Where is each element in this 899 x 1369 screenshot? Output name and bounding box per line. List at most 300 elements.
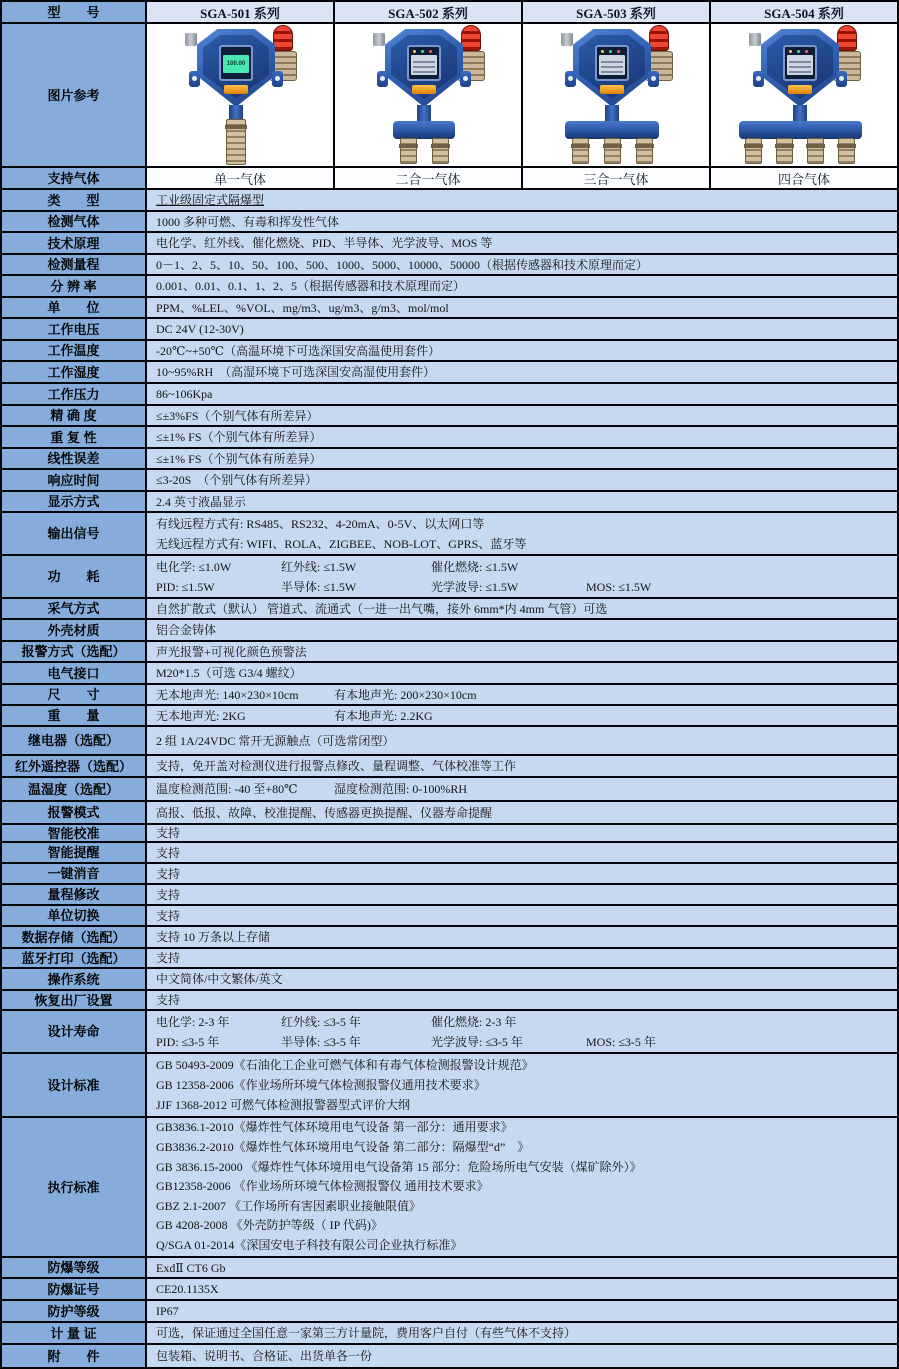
row-label: 单位切换	[2, 906, 147, 925]
value-segment: 有线远程方式有: RS485、RS232、4-20mA、0-5V、以太网口等	[156, 516, 485, 531]
spec-row	[2, 341, 897, 362]
spec-row	[2, 276, 897, 298]
pipe-fitting-icon	[561, 33, 573, 46]
value-segment: ExdⅡ CT6 Gb	[156, 1260, 226, 1275]
sensor-probe-icon	[604, 138, 621, 164]
row-label: 单 位	[2, 298, 147, 317]
row-label: 防爆证号	[2, 1279, 147, 1299]
row-value	[147, 802, 897, 823]
row-label: 计 量 证	[2, 1323, 147, 1343]
control-buttons	[412, 85, 436, 94]
value-segment: 有本地声光: 2.2KG	[334, 708, 433, 723]
sensor-probe-icon	[432, 138, 449, 164]
value-line	[156, 731, 888, 751]
value-line	[156, 534, 888, 554]
value-line	[156, 1012, 888, 1032]
value-line	[156, 1258, 888, 1277]
row-value	[147, 642, 897, 661]
value-line	[156, 1216, 888, 1236]
row-value	[147, 406, 897, 425]
row-value	[147, 1054, 897, 1116]
row-label: 量程修改	[2, 885, 147, 904]
row-value	[147, 1011, 897, 1052]
spec-row	[2, 233, 897, 255]
value-line	[156, 470, 888, 490]
value-segment: 支持	[156, 845, 181, 860]
row-label: 精 确 度	[2, 406, 147, 425]
screen-led-icon	[805, 50, 808, 53]
spec-row	[2, 663, 897, 685]
value-line	[156, 1197, 888, 1217]
spec-row	[2, 706, 897, 727]
spec-row	[2, 1118, 897, 1258]
value-segment: 1000 多种可燃、有毒和挥发性气体	[156, 214, 340, 229]
row-value	[147, 1301, 897, 1321]
value-segment: 2 组 1A/24VDC 常开无源触点（可选常闭型）	[156, 733, 395, 748]
row-value	[147, 685, 897, 704]
value-segment: 催化燃烧: ≤1.5W	[431, 559, 519, 574]
row-label: 智能校准	[2, 825, 147, 841]
value-segment: 无线远程方式有: WIFI、ROLA、ZIGBEE、NOB-LOT、GPRS、蓝牙等	[156, 536, 527, 551]
value-segment: Q/SGA 01-2014《深国安电子科技有限公司企业执行标准》	[156, 1237, 463, 1252]
value-line	[156, 620, 888, 640]
manifold	[565, 121, 659, 139]
supported-gas: 单一气体	[147, 168, 335, 188]
value-segment: 无本地声光: 140×230×10cm	[156, 687, 299, 702]
table-header-row	[2, 2, 897, 24]
value-segment: 铝合金铸体	[156, 623, 217, 637]
row-label: 数据存储（选配）	[2, 927, 147, 947]
row-value	[147, 778, 897, 800]
row-value	[147, 991, 897, 1009]
alarm-beacon-icon	[837, 25, 857, 51]
mounting-hole-icon	[192, 76, 197, 81]
value-segment: 支持	[156, 951, 181, 965]
value-segment: 包装箱、说明书、合格证、出货单各一份	[156, 1349, 373, 1363]
value-segment: PPM、%LEL、%VOL、mg/m3、ug/m3、g/m3、mol/mol	[156, 300, 449, 315]
value-segment: ≤±1% FS（个别气体有所差异）	[156, 430, 322, 444]
value-segment: 红外线: ≤3-5 年	[281, 1014, 361, 1029]
value-segment: MOS: ≤1.5W	[586, 579, 652, 594]
value-segment: MOS: ≤3-5 年	[586, 1034, 656, 1049]
value-line	[156, 1118, 888, 1138]
spec-row	[2, 298, 897, 319]
row-value	[147, 825, 897, 841]
row-value	[147, 255, 897, 274]
row-label: 恢复出厂设置	[2, 991, 147, 1009]
value-segment: GB3836.1-2010《爆炸性气体环境用电气设备 第一部分：通用要求》	[156, 1120, 513, 1135]
row-label: 外壳材质	[2, 620, 147, 640]
row-value	[147, 449, 897, 468]
probe-collar	[431, 144, 450, 148]
row-label: 线性误差	[2, 449, 147, 468]
value-segment: 支持	[156, 866, 181, 881]
spec-row	[2, 1011, 897, 1054]
value-line	[156, 779, 888, 799]
spec-row	[2, 1054, 897, 1118]
probe-collar	[603, 144, 622, 148]
spec-row	[2, 470, 897, 492]
mounting-hole-icon	[651, 76, 656, 81]
row-label: 采气方式	[2, 599, 147, 618]
row-value	[147, 885, 897, 904]
row-value	[147, 319, 897, 339]
sensor-probe-icon	[838, 138, 855, 164]
row-label: 红外遥控器（选配）	[2, 756, 147, 776]
row-value	[147, 384, 897, 404]
spec-row	[2, 969, 897, 991]
value-segment: JJF 1368-2012 可燃气体检测报警器型式评价大纲	[156, 1098, 411, 1113]
value-segment: ≤±3%FS（个别气体有所差异）	[156, 408, 319, 423]
row-value	[147, 513, 897, 554]
sensor-probe-icon	[400, 138, 417, 164]
alarm-beacon-icon	[273, 25, 293, 51]
image-row	[2, 24, 897, 168]
row-value	[147, 1258, 897, 1277]
spec-row	[2, 685, 897, 706]
pipe-fitting-icon	[749, 33, 761, 46]
device-image	[719, 25, 889, 165]
row-label: 操作系统	[2, 969, 147, 989]
value-segment: GB12358-2006 《作业场所环境气体检测报警仪 通用技术要求》	[156, 1179, 489, 1194]
row-label: 功 耗	[2, 556, 147, 597]
supported-gas: 四合气体	[711, 168, 897, 188]
row-value	[147, 843, 897, 862]
supported-gas: 三合一气体	[523, 168, 711, 188]
value-segment: 支持	[156, 826, 181, 840]
screen-bar	[601, 71, 623, 73]
sensor-probe-icon	[776, 138, 793, 164]
value-line	[156, 706, 888, 725]
value-line	[156, 341, 888, 360]
spec-row	[2, 212, 897, 233]
screen-bar	[413, 61, 435, 63]
value-line	[156, 577, 888, 597]
value-segment: 2.4 英寸液晶显示	[156, 494, 247, 509]
value-line	[156, 825, 888, 841]
value-segment: 工业级固定式隔爆型	[156, 193, 265, 207]
row-label: 温湿度（选配）	[2, 778, 147, 800]
spec-row	[2, 556, 897, 599]
row-label: 电气接口	[2, 663, 147, 683]
value-segment: 高报、低报、故障、校准提醒、传感器更换提醒、仪器寿命提醒	[156, 805, 493, 820]
value-line	[156, 384, 888, 404]
mounting-hole-icon	[275, 76, 280, 81]
probe-collar	[775, 144, 794, 148]
row-label: 分 辨 率	[2, 276, 147, 296]
spec-row	[2, 885, 897, 906]
row-value	[147, 362, 897, 382]
value-segment: 支持	[156, 993, 181, 1007]
model-header: SGA-503 系列	[523, 2, 711, 22]
value-segment: 可选，保证通过全国任意一家第三方计量院，费用客户自付（有些气体不支持）	[156, 1326, 577, 1340]
row-label: 报警模式	[2, 802, 147, 823]
sensor-probe-icon	[745, 138, 762, 164]
row-label: 智能提醒	[2, 843, 147, 862]
value-segment: 声光报警+可视化颜色预警法	[156, 644, 307, 659]
probe-collar	[635, 144, 654, 148]
row-label: 继电器（选配）	[2, 727, 147, 754]
screen-led-icon	[421, 50, 424, 53]
value-segment: IP67	[156, 1304, 179, 1318]
value-line	[156, 1075, 888, 1095]
value-segment: 自然扩散式（默认） 管道式、流通式（一进一出气嘴，接外 6mm*内 4mm 气管）可选	[156, 601, 608, 616]
screen-led-icon	[617, 50, 620, 53]
value-segment: 湿度检测范围: 0-100%RH	[334, 782, 467, 796]
control-buttons	[224, 85, 248, 94]
alarm-beacon-icon	[649, 25, 669, 51]
probe-collar	[225, 125, 247, 129]
spec-row	[2, 1279, 897, 1301]
value-segment: 红外线: ≤1.5W	[281, 559, 357, 574]
row-label: 检测量程	[2, 255, 147, 274]
value-segment: -20℃~+50℃（高温环境下可选深国安高温使用套件）	[156, 343, 441, 358]
row-label: 蓝牙打印（选配）	[2, 949, 147, 967]
product-image-cell	[335, 24, 523, 166]
row-label: 设计寿命	[2, 1011, 147, 1052]
row-label: 支持气体	[2, 168, 147, 188]
value-segment: 温度检测范围: -40 至+80℃	[156, 782, 298, 796]
row-label: 响应时间	[2, 470, 147, 490]
value-segment: 电化学、红外线、催化燃烧、PID、半导体、光学波导、MOS 等	[156, 236, 493, 250]
screen-bar	[601, 66, 623, 68]
product-image-cell	[147, 24, 335, 166]
mounting-hole-icon	[839, 76, 844, 81]
value-segment: CE20.1135X	[156, 1282, 219, 1296]
row-value	[147, 1279, 897, 1299]
manifold	[739, 121, 862, 139]
value-segment: 支持	[156, 908, 181, 923]
row-label: 报警方式（选配）	[2, 642, 147, 661]
row-label: 类 型	[2, 190, 147, 210]
row-label: 工作压力	[2, 384, 147, 404]
device-image	[343, 25, 513, 165]
spec-row	[2, 513, 897, 556]
row-label: 执行标准	[2, 1118, 147, 1256]
value-line	[156, 885, 888, 904]
spec-row	[2, 1323, 897, 1345]
value-segment: GB 4208-2008 《外壳防护等级（ IP 代码)》	[156, 1218, 383, 1233]
value-line	[156, 449, 888, 468]
value-line	[156, 803, 888, 823]
value-line	[156, 1158, 888, 1178]
value-line	[156, 190, 888, 210]
sensor-probe-icon	[807, 138, 824, 164]
model-header: SGA-502 系列	[335, 2, 523, 22]
value-segment: 支持，免开盖对检测仪进行报警点修改、量程调整、气体校准等工作	[156, 759, 517, 773]
spec-row	[2, 406, 897, 427]
spec-row	[2, 927, 897, 949]
supported-gas: 二合一气体	[335, 168, 523, 188]
value-line	[156, 969, 888, 989]
mounting-hole-icon	[756, 76, 761, 81]
row-label: 输出信号	[2, 513, 147, 554]
value-segment: PID: ≤1.5W	[156, 579, 215, 594]
value-line	[156, 1323, 888, 1343]
row-value	[147, 298, 897, 317]
row-label: 工作电压	[2, 319, 147, 339]
value-line	[156, 1236, 888, 1256]
device-image	[155, 25, 325, 165]
value-line	[156, 255, 888, 274]
screen-bar	[601, 61, 623, 63]
row-label: 尺 寸	[2, 685, 147, 704]
value-line	[156, 927, 888, 947]
control-buttons	[600, 85, 624, 94]
value-segment: 半导体: ≤3-5 年	[281, 1034, 361, 1049]
value-segment: 光学波导: ≤3-5 年	[431, 1034, 523, 1049]
value-line	[156, 557, 888, 577]
value-line	[156, 319, 888, 339]
spec-row	[2, 599, 897, 620]
screen-bar	[789, 61, 811, 63]
spec-row	[2, 362, 897, 384]
row-value	[147, 233, 897, 253]
value-segment: DC 24V (12-30V)	[156, 322, 244, 336]
mounting-hole-icon	[568, 76, 573, 81]
value-segment: 10~95%RH （高湿环境下可选深国安高湿使用套件）	[156, 365, 436, 379]
screen-led-icon	[429, 50, 432, 53]
row-label: 附 件	[2, 1345, 147, 1367]
mounting-hole-icon	[380, 76, 385, 81]
product-image-cell	[711, 24, 897, 166]
value-segment: GB3836.2-2010《爆炸性气体环境用电气设备 第二部分：隔爆型“d” 》	[156, 1140, 530, 1155]
value-segment: GB 12358-2006《作业场所环境气体检测报警仪通用技术要求》	[156, 1077, 486, 1092]
value-segment: 光学波导: ≤1.5W	[431, 579, 519, 594]
value-segment: 支持 10 万条以上存储	[156, 930, 271, 944]
row-label: 一键消音	[2, 864, 147, 883]
value-line	[156, 1032, 888, 1052]
row-value	[147, 864, 897, 883]
value-line	[156, 906, 888, 925]
value-line	[156, 1095, 888, 1115]
value-segment: 有本地声光: 200×230×10cm	[334, 687, 477, 702]
value-line	[156, 756, 888, 776]
value-line	[156, 233, 888, 253]
value-line	[156, 685, 888, 704]
spec-row	[2, 449, 897, 470]
row-value	[147, 470, 897, 490]
screen-reading: 100.00	[223, 55, 249, 73]
value-line	[156, 362, 888, 382]
row-value	[147, 276, 897, 296]
spec-row	[2, 642, 897, 663]
alarm-beacon-icon	[461, 25, 481, 51]
value-line	[156, 514, 888, 534]
manifold	[393, 121, 455, 139]
probe-collar	[399, 144, 418, 148]
value-segment: M20*1.5（可选 G3/4 螺纹）	[156, 666, 302, 680]
row-value	[147, 492, 897, 511]
value-line	[156, 1177, 888, 1197]
spec-row	[2, 1258, 897, 1279]
value-line	[156, 298, 888, 317]
spec-row	[2, 1345, 897, 1367]
row-value	[147, 906, 897, 925]
product-image-cell	[523, 24, 711, 166]
screen-bar	[413, 71, 435, 73]
spec-row	[2, 492, 897, 513]
row-value	[147, 599, 897, 618]
device-stem	[229, 105, 243, 119]
row-value	[147, 663, 897, 683]
value-segment: 支持	[156, 887, 181, 902]
sensor-probe-icon	[572, 138, 589, 164]
probe-collar	[744, 144, 763, 148]
value-segment: GBZ 2.1-2007 《工作场所有害因素职业接触限值》	[156, 1198, 421, 1213]
model-header: SGA-504 系列	[711, 2, 897, 22]
value-segment: ≤±1% FS（个别气体有所差异）	[156, 451, 322, 466]
spec-row	[2, 825, 897, 843]
value-segment: GB 3836.15-2000 《爆炸性气体环境用电气设备第 15 部分：危险场所电气安装（煤矿除外）》	[156, 1159, 642, 1174]
spec-row	[2, 778, 897, 802]
value-line	[156, 864, 888, 883]
row-label: 重 量	[2, 706, 147, 725]
screen-bar	[789, 66, 811, 68]
screen-led-icon	[797, 50, 800, 53]
spec-row	[2, 255, 897, 276]
row-value	[147, 927, 897, 947]
row-value	[147, 727, 897, 754]
spec-row	[2, 620, 897, 642]
spec-row	[2, 949, 897, 969]
value-line	[156, 599, 888, 618]
row-label: 型 号	[2, 2, 147, 22]
sensor-probe-icon	[636, 138, 653, 164]
value-segment: 0－1、2、5、10、50、100、500、1000、5000、10000、50000（根据传感器和技术原理而定）	[156, 257, 649, 272]
pipe-fitting-icon	[185, 33, 197, 46]
row-value	[147, 1345, 897, 1367]
row-label: 图片参考	[2, 24, 147, 166]
row-label: 检测气体	[2, 212, 147, 231]
row-value	[147, 949, 897, 967]
row-value	[147, 427, 897, 447]
row-label: 防护等级	[2, 1301, 147, 1321]
value-line	[156, 1346, 888, 1366]
value-line	[156, 642, 888, 661]
model-header: SGA-501 系列	[147, 2, 335, 22]
row-value	[147, 1323, 897, 1343]
spec-row	[2, 906, 897, 927]
spec-row	[2, 756, 897, 778]
row-value	[147, 1118, 897, 1256]
spec-row	[2, 384, 897, 406]
value-segment: ≤3-20S （个别气体有所差异）	[156, 473, 318, 487]
row-value	[147, 969, 897, 989]
value-line	[156, 1055, 888, 1075]
pipe-fitting-icon	[373, 33, 385, 46]
spec-row	[2, 427, 897, 449]
value-line	[156, 212, 888, 231]
value-line	[156, 276, 888, 296]
row-label: 技术原理	[2, 233, 147, 253]
spec-row	[2, 319, 897, 341]
value-line	[156, 663, 888, 683]
row-value	[147, 706, 897, 725]
control-buttons	[788, 85, 812, 94]
value-segment: 电化学: 2-3 年	[156, 1014, 230, 1029]
screen-led-icon	[609, 50, 612, 53]
value-segment: PID: ≤3-5 年	[156, 1034, 220, 1049]
row-value	[147, 756, 897, 776]
screen-led-icon	[601, 50, 604, 53]
value-line	[156, 1301, 888, 1321]
value-line	[156, 1138, 888, 1158]
value-segment: 催化燃烧: 2-3 年	[431, 1014, 517, 1029]
row-value	[147, 341, 897, 360]
row-value	[147, 620, 897, 640]
row-label: 设计标准	[2, 1054, 147, 1116]
